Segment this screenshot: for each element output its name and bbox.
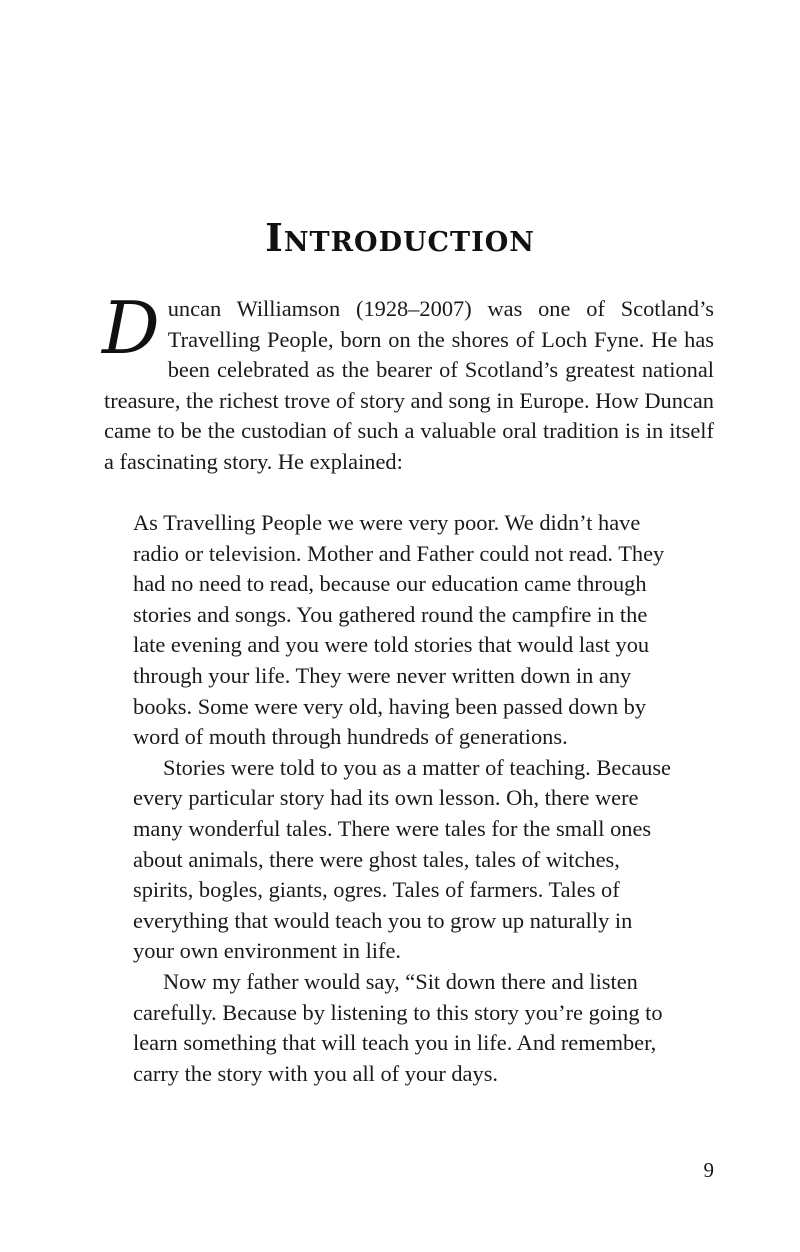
- page-title: Introduction: [265, 215, 535, 261]
- drop-cap: D: [102, 286, 160, 370]
- intro-text: uncan Williamson (1928–2007) was one of Scotland’s Travelling People, born on the shores of Loch Fyne. He has been celebrated as the bearer of Scotland’s greatest national treasure, the richest trove of story and song in Europe. How Duncan came to be the custodian of such a valuable oral tradition is in itself a fascinating story. He explained:: [104, 296, 714, 474]
- intro-paragraph: [102, 286, 714, 478]
- quote-paragraph-2: Stories were told to you as a matter of teaching. Because every particular story had its own lesson. Oh, there were many wonderful tales. There were tales for the small ones about animals, there were ghost tales, tales of witches, spirits, bogles, giants, ogres. Tales of farmers. Tales of everything that would teach you to grow up naturally in your own environment in life.: [133, 754, 671, 964]
- page-number: 9: [703, 1158, 714, 1182]
- quote-paragraph-1: As Travelling People we were very poor. We didn’t have radio or television. Mother and Father could not read. They had no need to read, because our education came through stories and songs. You gathered round the campfire in the late evening and you were told stories that would last you through your life. They were never written down in any books. Some were very old, having been passed down by word of mouth through hundreds of generations.: [133, 510, 665, 750]
- quote-paragraph-3: Now my father would say, “Sit down there and listen carefully. Because by listening to this story you’re going to learn something that will teach you in life. And remember, carry the story with you all of your days.: [133, 968, 663, 1086]
- block-quote: [133, 508, 673, 1089]
